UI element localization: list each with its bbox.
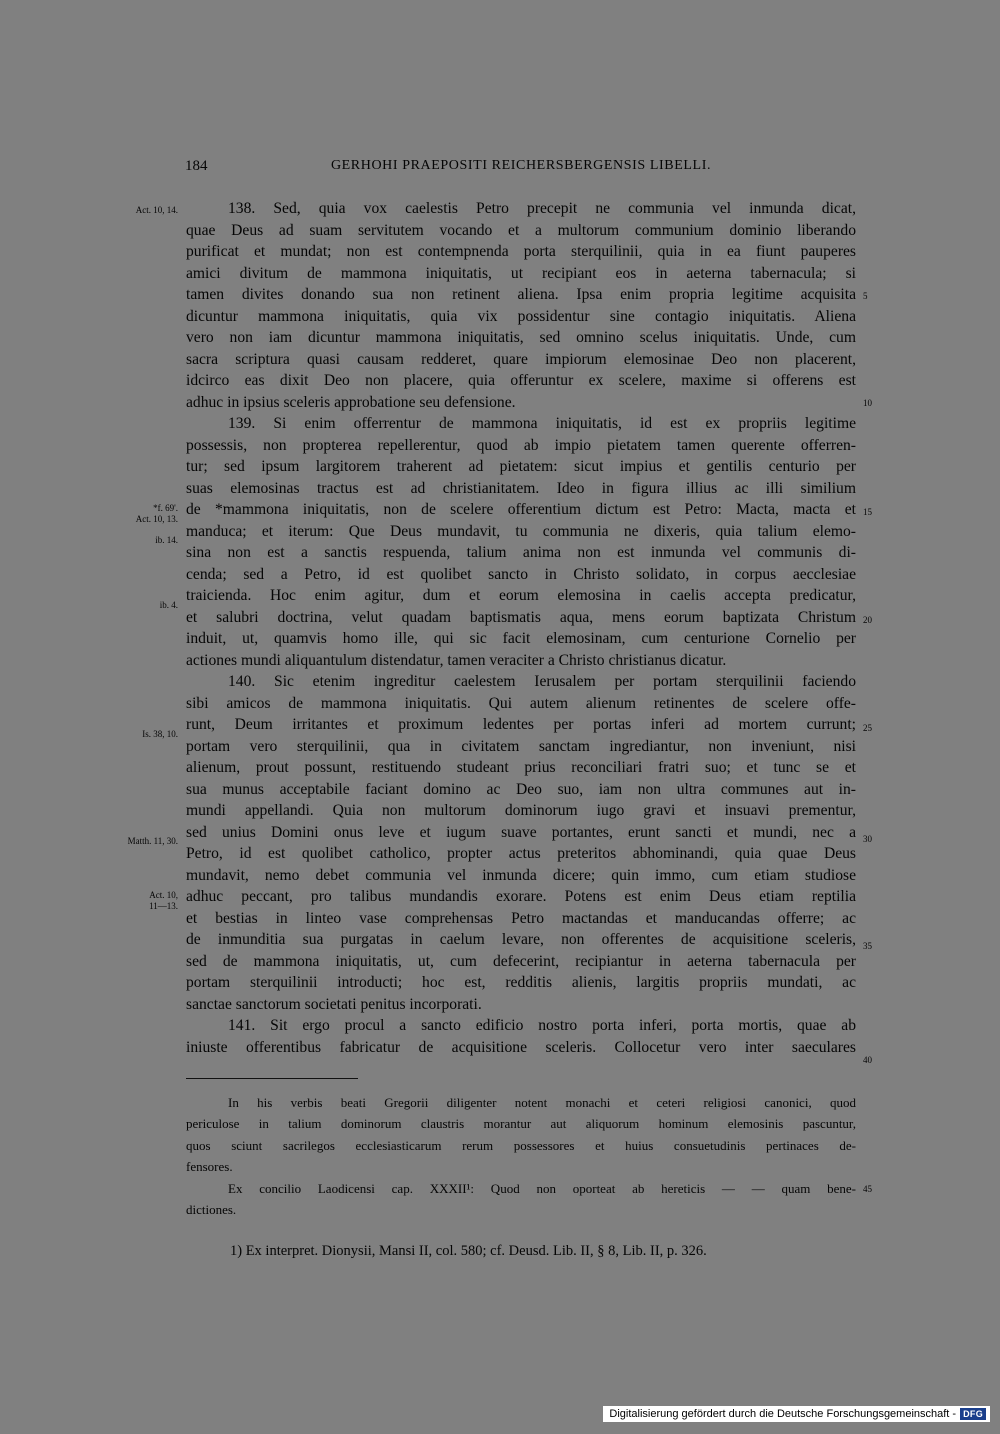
page-header bbox=[185, 158, 857, 180]
text-line: 138. Sed, quia vox caelestis Petro precepit ne communia vel inmunda dicat, bbox=[228, 200, 856, 217]
text-line: et bestias in linteo vase comprehensas Petro mactandas et manducandas offerre; ac bbox=[186, 909, 856, 927]
line-number: 5 bbox=[863, 291, 868, 301]
margin-citation: ib. 4. bbox=[159, 600, 178, 610]
folio-marker: *f. 69'. bbox=[153, 503, 178, 513]
dfg-logo-icon[interactable]: DFG bbox=[960, 1408, 986, 1420]
note-line: periculose in talium dominorum claustris morantur aut aliquorum hominum elemosinis pascuntur, bbox=[186, 1116, 856, 1132]
line-number: 10 bbox=[863, 398, 872, 408]
note-line: In his verbis beati Gregorii diligenter notent monachi et ceteri religiosi canonici, quod bbox=[228, 1095, 856, 1110]
text-line: idcirco eas dixit Deo non placere, quia offeruntur ex scelere, maxime si offerens est bbox=[186, 372, 856, 389]
text-line: de inmunditia sua purgatas in caelum levare, non offerentes de acquisitione sceleris, bbox=[186, 931, 856, 948]
line-number: 15 bbox=[863, 507, 872, 517]
note-line: quos sciunt sacrilegos ecclesiasticarum rerum possessores et huius consuetudinis pertinaces de- bbox=[186, 1137, 856, 1153]
line-number: 25 bbox=[863, 723, 872, 733]
text-line: 139. Si enim offerrentur de mammona iniquitatis, id est ex propriis legitime bbox=[228, 415, 856, 432]
text-line: mundavit, nemo debet communia vel inmunda dicere; quin immo, cum etiam studiose bbox=[186, 866, 856, 884]
text-line: adhuc peccant, pro talibus mundandis exorare. Potens est enim Deus etiam reptilia bbox=[186, 888, 856, 905]
separator-rule bbox=[186, 1078, 358, 1079]
text-line: vero non iam dicuntur mammona iniquitatis, sed omnino scelus iniquitatis. Unde, cum bbox=[186, 329, 856, 346]
text-line: iniuste offerentibus fabricatur de acquisitione sceleris. Collocetur vero inter saeculares bbox=[186, 1038, 856, 1056]
text-line: Petro, id est quolibet catholico, propter actus preteritos abhominandi, quia quae Deus bbox=[186, 845, 856, 862]
funding-footer bbox=[603, 1406, 990, 1422]
text-line: suas elemosinas tractus est ad christianitatem. Ideo in figura illius ac illi similium bbox=[186, 479, 856, 497]
line-number: 35 bbox=[863, 941, 872, 951]
note-line: fensores. bbox=[186, 1159, 233, 1175]
text-line: portam sterquilinii introducti; hoc est, redditis alienis, largitis propriis mundati, ac bbox=[186, 974, 856, 991]
margin-citation: Act. 10, bbox=[149, 890, 178, 900]
commentary-notes bbox=[186, 1092, 856, 1220]
line-number: 30 bbox=[863, 834, 872, 844]
text-line: cenda; sed a Petro, id est quolibet sancto in Christo solidato, in corpus aecclesiae bbox=[186, 565, 856, 583]
note-line: Ex concilio Laodicensi cap. XXXII¹: Quod non oporteat ab hereticis — — quam bene- bbox=[228, 1180, 856, 1196]
text-line: sina non est a sanctis respuenda, talium anima non est inmunda vel communis di- bbox=[186, 544, 856, 561]
text-line: sed unius Domini onus leve et iugum suave portantes, erunt sancti et mundi, nec a bbox=[186, 823, 856, 841]
text-line: alienum, prout possunt, restituendo studeant prius reconciliari fratri suo; et tunc se et bbox=[186, 759, 856, 776]
note-line: dictiones. bbox=[186, 1201, 237, 1217]
text-line: amici divitum de mammona iniquitatis, ut recipiant eos in aeterna tabernacula; si bbox=[186, 264, 856, 282]
text-line: dicuntur mammona iniquitatis, quia vix possidentur sine contagio iniquitatis. Aliena bbox=[186, 307, 856, 325]
main-text bbox=[186, 198, 856, 1058]
line-number: 45 bbox=[863, 1184, 872, 1194]
margin-citation: Act. 10, 14. bbox=[135, 205, 178, 215]
line-number: 20 bbox=[863, 615, 872, 625]
text-line: sacra scriptura quasi causam redderet, quare impiorum elemosinae Deo non placerent, bbox=[186, 350, 856, 368]
text-line: sanctae sanctorum societati penitus incorporati. bbox=[186, 995, 482, 1013]
margin-citation: ib. 14. bbox=[155, 535, 178, 545]
text-line: 141. Sit ergo procul a sancto edificio nostro porta inferi, porta mortis, quae ab bbox=[228, 1017, 856, 1034]
text-line: actiones mundi aliquantulum distendatur, tamen veraciter a Christo christianus dicatur. bbox=[186, 651, 727, 669]
text-line: 140. Sic etenim ingreditur caelestem Ierusalem per portam sterquilinii faciendo bbox=[228, 673, 856, 690]
text-line: sibi amicos de mammona iniquitatis. Qui autem alienum retinentes de scelere offe- bbox=[186, 694, 856, 712]
text-line: sua munus acceptabile faciant domino ac Deo suo, iam non ultra communes aut in- bbox=[186, 780, 856, 798]
text-line: tamen divites donando sua non retinent aliena. Ipsa enim propria legitime acquisita bbox=[186, 286, 856, 303]
text-line: induit, ut, quamvis homo ille, qui sic facit elemosinam, cum centurione Cornelio per bbox=[186, 630, 856, 647]
text-line: purificat et mundat; non est contempnenda porta sterquilinii, quia in ea fiunt pauperes bbox=[186, 243, 856, 260]
text-line: quae Deus ad suam servitutem vocando et a multorum communium dominio liberando bbox=[186, 221, 856, 239]
footer-text: Digitalisierung gefördert durch die Deutsche Forschungsgemeinschaft - bbox=[609, 1408, 957, 1420]
text-line: sed de mammona iniquitatis, ut, cum defecerint, recipiantur in aeterna tabernacula per bbox=[186, 952, 856, 970]
text-line: runt, Deum irritantes et proximum ledentes per portas inferi ad mortem currunt; bbox=[186, 716, 856, 733]
text-line: de *mammona iniquitatis, non de scelere offerentium dictum est Petro: Macta, macta et bbox=[186, 501, 856, 518]
page-number: 184 bbox=[185, 158, 208, 174]
text-line: traicienda. Hoc enim agitur, dum et eorum elemosina in caelis accepta predicatur, bbox=[186, 587, 856, 604]
margin-citation: Act. 10, 13. bbox=[135, 514, 178, 524]
text-line: manduca; et iterum: Que Deus mundavit, tu communia ne dixeris, quia talium elemo- bbox=[186, 522, 856, 540]
margin-citation: 11—13. bbox=[149, 901, 178, 911]
margin-citation: Is. 38, 10. bbox=[142, 729, 178, 739]
text-line: tur; sed ipsum largitorem traherent ad pietatem: sicut impius et gentilis centurio per bbox=[186, 458, 856, 475]
text-line: possessis, non propterea repellerentur, quod ab impio pietatem tamen querente offerren- bbox=[186, 436, 856, 454]
margin-citation: Matth. 11, 30. bbox=[127, 836, 178, 846]
text-line: mundi appellandi. Quia non multorum dominorum iugo gravi et insuavi prementur, bbox=[186, 802, 856, 819]
text-line: portam vero sterquilinii, qua in civitatem sanctam ingrediantur, non inveniunt, nisi bbox=[186, 737, 856, 755]
text-line: adhuc in ipsius sceleris approbatione seu defensione. bbox=[186, 393, 516, 411]
footnote: 1) Ex interpret. Dionysii, Mansi II, col. 580; cf. Deusd. Lib. II, § 8, Lib. II, p. 326. bbox=[230, 1243, 707, 1259]
text-line: et salubri doctrina, velut quadam baptismatis aqua, mens eorum baptizata Christum bbox=[186, 608, 856, 626]
running-title: GERHOHI PRAEPOSITI REICHERSBERGENSIS LIBELLI. bbox=[330, 158, 712, 173]
line-number: 40 bbox=[863, 1055, 872, 1065]
